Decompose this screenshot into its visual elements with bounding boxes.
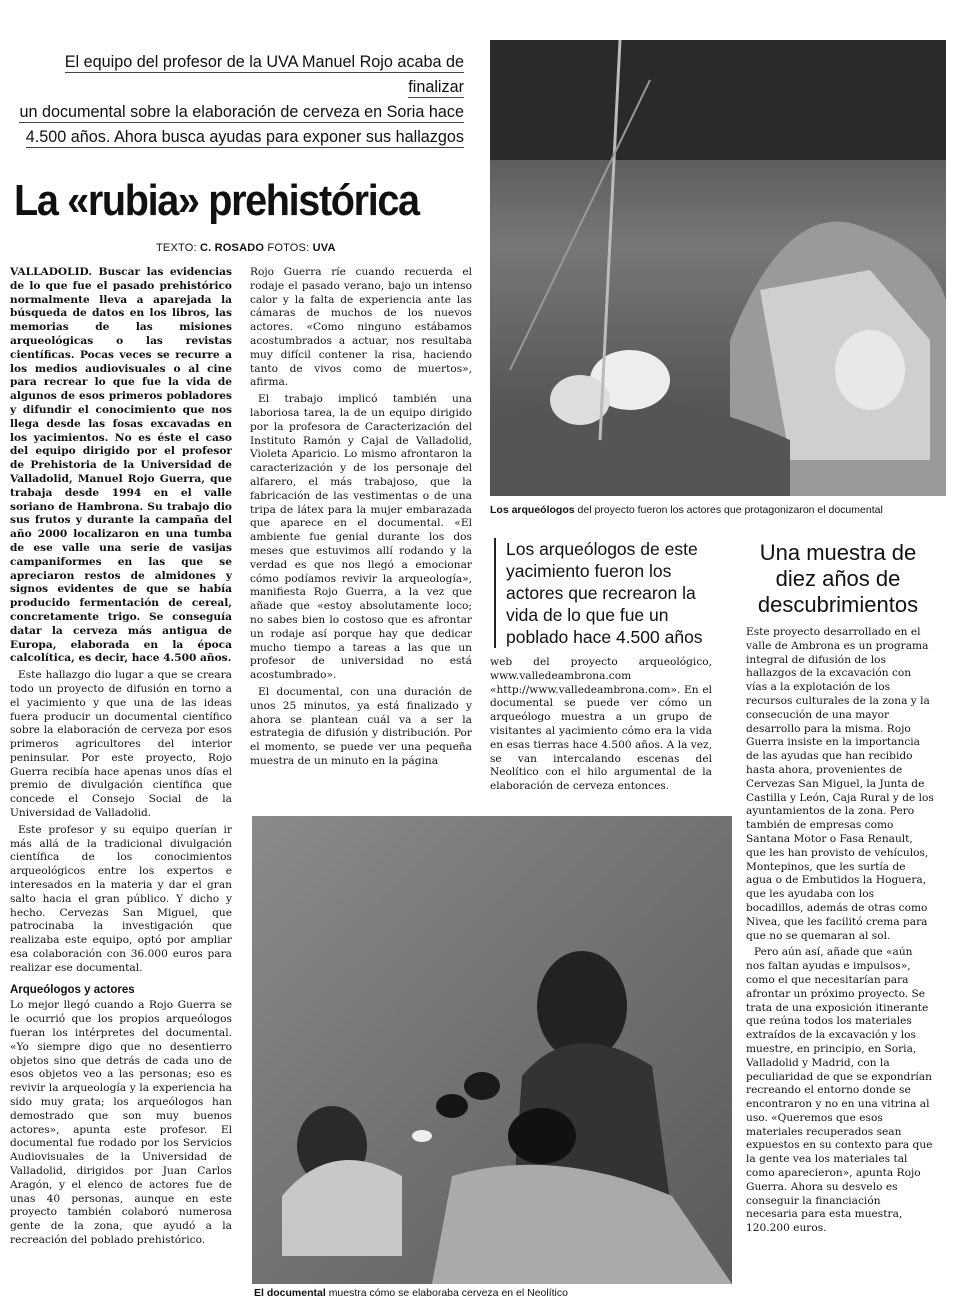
- subheadline-line-2: un documental sobre la elaboración de cerveza en Soria hace: [19, 103, 464, 121]
- byline-text-author: C. ROSADO: [200, 242, 265, 254]
- article-column-2: [250, 266, 472, 810]
- pull-quote: Los arqueólogos de este yacimiento fueron los actores que recrearon la vida de lo que fue un poblado hace 4.500 años: [494, 538, 720, 648]
- article-column-1: [10, 266, 232, 1306]
- photo1-caption-text: del proyecto fueron los actores que protagonizaron el documental: [577, 504, 883, 516]
- subheadline: [10, 50, 464, 150]
- photo-archaeologists-image: [490, 40, 946, 496]
- byline-text-label: TEXTO:: [156, 242, 197, 254]
- photo2-caption: [254, 1287, 734, 1299]
- column1-paragraph-4: Lo mejor llegó cuando a Rojo Guerra se le ocurrió que los propios arqueólogos fueran los intérpretes del documental. «Yo siempre digo que no desentierro objetos sino que detrás de cada uno de esos objetos veo a las personas; eso es revivir la arqueología y la experiencia ha sido muy grata; los arqueólogos han demostrado que son muy buenos actores», apunta este profesor. El documental fue rodado por los Servicios Audiovisuales de la Universidad de Valladolid, dirigidos por Juan Carlos Aragón, y el elenco de actores fue de unas 40 personas, aunque en este proyecto también colaboró numerosa gente de la zona, que ayudó a la recreación del poblado prehistórico.: [10, 999, 232, 1246]
- sidebar-paragraph-2: Pero aún así, añade que «aún nos faltan ayudas e impulsos», como el que necesitarían para afrontar un próximo proyecto. Se trata de una exposición itinerante que reúna todos los materiales extraídos de la excavación y los muestre, en principio, en Soria, Valladolid y Madrid, con la peculiaridad de que se expondrían recreando el entorno donde se encontraron y no en una vitrina al uso. «Queremos que esos materiales recuperados sean expuestos en su contexto para que la gente vea los materiales tal como aparecieron», apunta Rojo Guerra. Ahora su desvelo es conseguir la financiación necesaria para esta muestra, 120.200 euros.: [746, 946, 933, 1235]
- column1-paragraph-2: Este hallazgo dio lugar a que se creara todo un proyecto de difusión en torno a el yacimiento y que una de las ideas fuera producir un documental científico sobre la elaboración de cerveza por esos primeros agricultores del interior peninsular. Por este proyecto, Rojo Guerra recibía hace apenas unos días el premio de divulgación científica que concede el Consejo Social de la Universidad de Valladolid.: [10, 669, 232, 820]
- article-column-3: [490, 656, 712, 797]
- subheadline-line-1: El equipo del profesor de la UVA Manuel Rojo acaba de finalizar: [64, 53, 464, 96]
- photo2-caption-bold: El documental: [254, 1287, 326, 1299]
- column1-paragraph-1: VALLADOLID. Buscar las evidencias de lo que fue el pasado prehistórico normalmente lleva a aparejada la búsqueda de datos en los libros, las memorias de las misiones arqueológicas o las revistas científicas. Pocas veces se recurre a los medios audiovisuales o al cine para recrear lo que fue la vida de algunos de esos primeros pobladores y difundir el conocimiento que nos llega desde las fosas excavadas en los yacimientos. No es éste el caso del equipo dirigido por el profesor de Prehistoria de la Universidad de Valladolid, Manuel Rojo Guerra, que trabaja desde 1994 en el valle soriano de Hambrona. Su trabajo dio sus frutos y durante la campaña del año 2000 localizaron en una tumba de ese valle una serie de vasijas campaniformes en las que se apreciaron restos de almidones y signos evidentes de que se había producido fermentación de cereal, concretamente trigo. Se conseguía datar la cerveza más antigua de Europa, elaborada en la época calcolítica, es decir, hace 4.500 años.: [10, 266, 232, 665]
- photo-neolithic-scene: [252, 816, 732, 1284]
- photo-neolithic-scene-image: [252, 816, 732, 1284]
- byline-photo-label: FOTOS:: [267, 242, 310, 254]
- photo2-caption-text: muestra cómo se elaboraba cerveza en el Neolítico: [328, 1287, 568, 1299]
- byline: [156, 242, 336, 254]
- sidebar-title: Una muestra de diez años de descubrimientos: [757, 540, 919, 617]
- subheadline-line-3: 4.500 años. Ahora busca ayudas para exponer sus hallazgos: [25, 128, 464, 146]
- headline: La «rubia» prehistórica: [14, 176, 419, 225]
- sidebar-paragraph-1: Este proyecto desarrollado en el valle de Ambrona es un programa integral de difusión de los hallazgos de la excavación con vías a la explotación de los recursos culturales de la zona y la consecución de una mayor desarrollo para la misma. Rojo Guerra insiste en la importancia de las ayudas que han recibido hasta ahora, provenientes de Cervezas San Miguel, la Junta de Castilla y León, Caja Rural y de los ayuntamientos de la zona. Pero también de empresas como Santana Motor o Fasa Renault, que les han provisto de vehículos, Montepinos, que les surtía de agua o de Embutidos la Hoguera, que les ayudaba con los bocadillos, además de otras como Nivea, que les facilitó crema para que no se quemaran al sol.: [746, 626, 934, 942]
- byline-photo-author: UVA: [312, 242, 336, 254]
- column1-paragraph-3: Este profesor y su equipo querían ir más allá de la tradicional divulgación científica de los conocimientos arqueológicos entre los expertos e interesados en la materia y dar el gran salto hacia el gran público. Y dicho y hecho. Cervezas San Miguel, que patrocinaba la investigación que realizaba este equipo, optó por ampliar esa colaboración con 36.000 euros para realizar ese documental.: [10, 823, 232, 974]
- column2-paragraph-2: El trabajo implicó también una laboriosa tarea, la de un equipo dirigido por la profesora de Caracterización del Instituto Ramón y Cajal de Valladolid, Violeta Aparicio. Lo mismo afrontaron la caracterización y de los personaje del alfarero, el más trabajoso, que la fabricación de las vestimentas o de una tripa de látex para la mujer embarazada que aparece en el documental. «El ambiente fue genial durante los dos meses que estuvimos allí rodando y la verdad es que nos llegó a emocionar cómo podíamos revivir la arqueología», manifiesta Rojo Guerra, a la vez que añade que «estoy absolutamente loco; no sabes bien lo costoso que es afrontar un rodaje así porque hay que dedicar mucho tiempo a tareas a las que un profesor de universidad no está acostumbrado».: [250, 393, 472, 682]
- column3-paragraph-1: web del proyecto arqueológico, www.valledeambrona.com «http://www.valledeambrona.com». En el documental se puede ver cómo un arqueólogo muestra a un grupo de visitantes al yacimiento cómo era la vida en esas tierras hace 4.500 años. A la vez, se van intercalando escenas del Neolítico con el hilo argumental de la elaboración de cerveza entonces.: [490, 656, 712, 793]
- column1-subhead: Arqueólogos y actores: [10, 983, 135, 996]
- photo-archaeologists: [490, 40, 946, 496]
- photo1-caption: [490, 504, 946, 516]
- photo1-caption-bold: Los arqueólogos: [490, 504, 575, 516]
- column2-paragraph-3: El documental, con una duración de unos 25 minutos, ya está finalizado y ahora se plantean cuál va a ser la estrategia de difusión y distribución. Por el momento, se puede ver una pequeña muestra de un minuto en la página: [250, 685, 472, 767]
- column2-paragraph-1: Rojo Guerra ríe cuando recuerda el rodaje el pasado verano, bajo un intenso calor y la falta de experiencia ante las cámaras de muchos de los nuevos actores. «Como ninguno estábamos acostumbrados a actuar, nos resultaba muy difícil contener la risa, haciendo tanto de vivos como de muertos», afirma.: [250, 266, 472, 389]
- sidebar-body: [746, 626, 934, 1306]
